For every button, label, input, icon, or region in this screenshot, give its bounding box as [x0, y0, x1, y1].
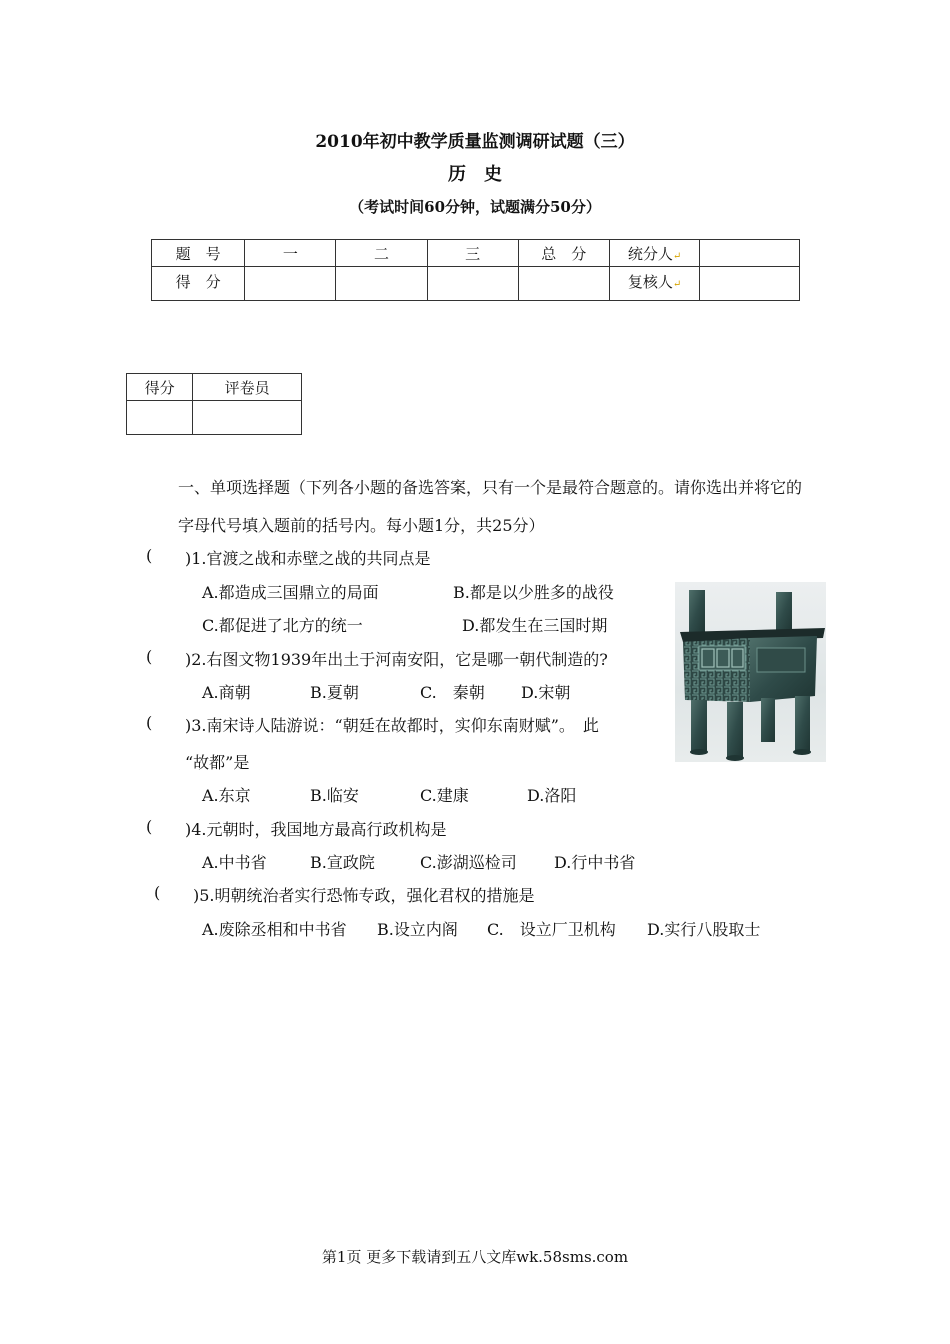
grader-header: 得分 [127, 374, 193, 401]
grader-cell [127, 401, 193, 435]
question-paren: ( [146, 647, 153, 666]
grader-header: 评卷员 [193, 374, 302, 401]
question-paren: ( [146, 817, 153, 836]
option: C.澎湖巡检司 [420, 853, 517, 872]
option: A.废除丞相和中书省 [202, 920, 347, 939]
option: B.宣政院 [310, 853, 375, 872]
option: D.行中书省 [554, 853, 636, 872]
option: D.洛阳 [527, 786, 577, 805]
score-cell [609, 267, 699, 301]
bronze-ding-icon [675, 582, 826, 762]
question-stem-cont: “故都”是 [185, 753, 250, 772]
score-cell [700, 240, 800, 267]
score-cell-label: 统分人 [627, 244, 673, 263]
option: B.临安 [310, 786, 359, 805]
question-stem: )2.右图文物1939年出土于河南安阳，它是哪一朝代制造的? [185, 650, 608, 669]
score-cell [245, 267, 336, 301]
option: B.都是以少胜多的战役 [453, 583, 614, 602]
option: C.都促进了北方的统一 [202, 616, 363, 635]
section-heading-line2: 字母代号填入题前的括号内。每小题1分，共25分） [178, 516, 545, 535]
option: A.中书省 [202, 853, 267, 872]
exam-title: 2010年初中教学质量监测调研试题（三） [315, 132, 635, 152]
score-cell [518, 267, 609, 301]
question-stem: )1.官渡之战和赤壁之战的共同点是 [185, 549, 431, 568]
grader-cell [193, 401, 302, 435]
score-cell-label: 复核人 [627, 273, 673, 291]
score-cell: 一 [245, 240, 336, 267]
section-heading-line1: 一、单项选择题（下列各小题的备选答案，只有一个是最符合题意的。请你选出并将它的 [178, 478, 803, 497]
score-cell: 得 分 [152, 267, 245, 301]
question-paren: ( [146, 546, 153, 565]
score-cell [336, 267, 427, 301]
option: A.商朝 [202, 683, 251, 702]
score-cell [609, 240, 699, 267]
question-stem: )5.明朝统治者实行恐怖专政，强化君权的措施是 [193, 886, 535, 905]
option: C. 秦朝 [420, 683, 485, 702]
return-mark: ↵ [672, 279, 682, 290]
option: A.东京 [202, 786, 251, 805]
question-stem: )4.元朝时，我国地方最高行政机构是 [185, 820, 447, 839]
return-mark: ↵ [672, 250, 682, 262]
score-cell: 题 号 [152, 240, 245, 267]
score-cell: 二 [336, 240, 427, 267]
option: D.实行八股取士 [647, 920, 761, 939]
option: D.宋朝 [521, 683, 571, 702]
question-stem: )3.南宋诗人陆游说：“朝廷在故都时，实仰东南财赋”。 此 [185, 716, 599, 735]
question-paren: ( [154, 883, 161, 902]
exam-note: （考试时间60分钟，试题满分50分） [349, 198, 601, 216]
option: C. 设立厂卫机构 [487, 920, 616, 939]
option: B.设立内阁 [377, 920, 458, 939]
option: B.夏朝 [310, 683, 359, 702]
score-cell [427, 267, 518, 301]
option: D.都发生在三国时期 [462, 616, 608, 635]
score-cell [700, 267, 800, 301]
page-footer: 第1页 更多下载请到五八文库wk.58sms.com [321, 1248, 629, 1266]
option: C.建康 [420, 786, 469, 805]
grader-table [126, 373, 302, 435]
score-cell: 三 [427, 240, 518, 267]
score-cell: 总 分 [518, 240, 609, 267]
question-paren: ( [146, 713, 153, 732]
score-table [151, 239, 800, 301]
subject-title: 历 史 [448, 164, 502, 185]
option: A.都造成三国鼎立的局面 [202, 583, 379, 602]
